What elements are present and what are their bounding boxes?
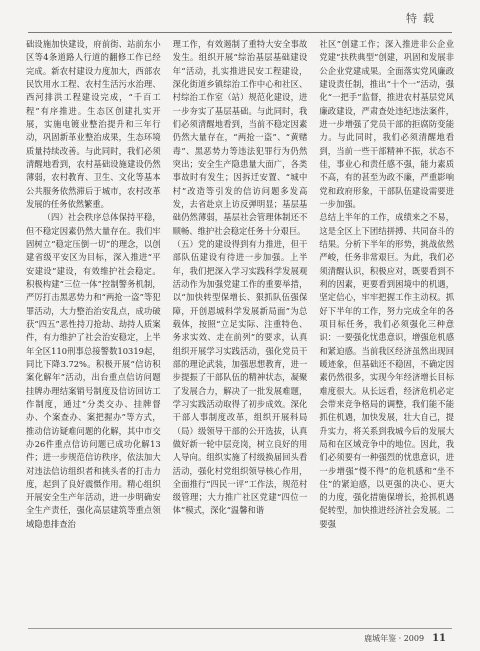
- paragraph: 社区”创建工作；深入推进非公企业党建“扶秩典型”创建，巩固和发展非公企业党建成果。全面落实党风廉政建设责任制，推出“十个一”活动，强化“一把手”监督，推进农村基层党风廉政建设，严肃查处违纪违法案件，进一步增强了党员干部的拒腐防变能力。与此同时，我们必须清醒地看到，当前一些干部精神不振，状态不佳，事业心和责任感不强，能力素质不高，有的甚至为政不廉，严重影响党和政府形象，干部队伍建设需要进一步加强。: [319, 39, 455, 209]
- header-rule: [28, 32, 452, 33]
- page-number: 11: [432, 633, 446, 644]
- journal-name: 鹿城年鉴 · 2009: [364, 634, 425, 643]
- paragraph: 理工作，有效遏制了重特大安全事故发生。组织开展“综治基层基础建设年”活动，扎实推进民安工程建设，深化街道乡镇综治工作中心和社区、村综治工作室（站）规范化建设，进一步夯实了基层基础。与此同时，我们必须清醒地看到，当前不稳定因素仍然大量存在，“两抢一盗”、“黄赌毒”、黑恶势力等违法犯罪行为仍然突出；安全生产隐患量大面广，各类事故时有发生；因拆迁安置、“城中村”改造等引发的信访问题多发高发，去省赴京上访反弹明显；基层基础仍然薄弱，基层社会管理体制还不顺畅、维护社会稳定任务十分艰巨。: [172, 39, 308, 236]
- paragraph: （五）党的建设得到有力推进，但干部队伍建设有待进一步加强。上半年，我们把深入学习实践科学发展观活动作为加强党建工作的重要举措，以“加快转型保增长、狠抓队伍强保障，开创恩城科学发展新局面”为总载体，按照“立足实际、注重特色、务求实效、走在前列”的要求，认真组织开展学习实践活动，强化党员干部的理论武装，加强思想教育，进一步提振了干部队伍的精神状态，凝聚了发展合力，解决了一批发展难题，学习实践活动取得了初步成效。深化干部人事制度改革，组织开展科局（局）级领导干部的公开选拔，认真做好新一轮中层竞岗，树立良好的用人导向。组织实施了村级换届回头看活动，强化村党组织领导核心作用，全面推行“四民一评”工作法，规范村级管理；大力推广社区党建“四位一体”模式，深化“温馨和谐: [172, 238, 308, 516]
- paragraph: 础设施加快建设，府前街、站前东小区等4条道路人行道的翻修工作已经完成。新农村建设力度加大，西部农民饮用水工程、农村生活污水治理、西河排洪工程建设完成，“千百工程”有序推进。生态区创建扎实开展，实施电镀业整治提升和三年行动，巩固新革业整治成果，生态环境质量持续改善。与此同时，我们必须清醒地看到，农村基础设施建设仍然薄弱，农村教育、卫生、文化等基本公共服务依然滞后于城市，农村改革发展的任务依然繁重。: [26, 39, 161, 209]
- paragraph: 总结上半年的工作，成绩来之不易，这是全区上下团结拼搏、共同奋斗的结果。分析下半年的形势，挑战依然严峻，任务非常艰巨。为此，我们必须清醒认识，积极应对，既要看到不利的因素，更要看到困境中的机遇，坚定信心，牢牢把握工作主动权。抓好下半年的工作，努力完成全年的各项目标任务，我们必须强化三种意识：一要强化忧患意识，增强危机感和紧迫感。当前我区经济虽然出现回暖迹象，但基础还不稳固，不确定因素仍然很多，实现今年经济增长目标难度很大。从长远看，经济危机必定会带来竞争格局的调整，我们能不能抓住机遇，加快发展，壮大自己，提升实力，将关系到我城今后的发展大局和在区域竞争中的地位。因此，我们必须要有一种强烈的忧患意识，进一步增强“慢不得”的危机感和“坐不住”的紧迫感，以更强的决心、更大的力度，强化措施保增长，抢抓机遇促转型，加快推进经济社会发展。二要强: [319, 212, 455, 529]
- article-body: [26, 38, 454, 616]
- page-footer: [364, 633, 446, 644]
- paragraph: （四）社会秩序总体保持平稳，但不稳定因素仍然大量存在。我们牢固树立“稳定压倒一切”的理念，以创建省级平安区为目标，深入推进“平安建设”建设，有效维护社会稳定。积极构建“三位一体”控制警务机制，严厉打击黑恶势力和“两抢一盗”等犯罪活动，大力整治治安乱点，成功破获“四五”恶性持刀抢劫、劫持人质案件，有力维护了社会治安稳定，上半年全区110刑事总接警数10319起，同比下降3.72%。积极开展“信访积案化解年”活动，出台重点信访问题挂牌办理结案销号制度及信访回访工作制度，通过“分类交办、挂牌督办、个案查办、案把握办”等方式，推动信访疑难问题的化解，其中市交办26件重点信访问题已成功化解13件；进一步规范信访秩序，依法加大对违法信访组织者和挑头者的打击力度，起到了良好震慑作用。精心组织开展安全生产年活动，进一步明确安全生产责任，强化高层建筑等重点领域隐患排查治: [26, 212, 161, 529]
- column-3: [319, 38, 454, 616]
- section-label: 特载: [406, 12, 440, 25]
- footer-rule: [28, 628, 452, 629]
- column-2: [173, 38, 308, 616]
- column-1: [26, 38, 161, 616]
